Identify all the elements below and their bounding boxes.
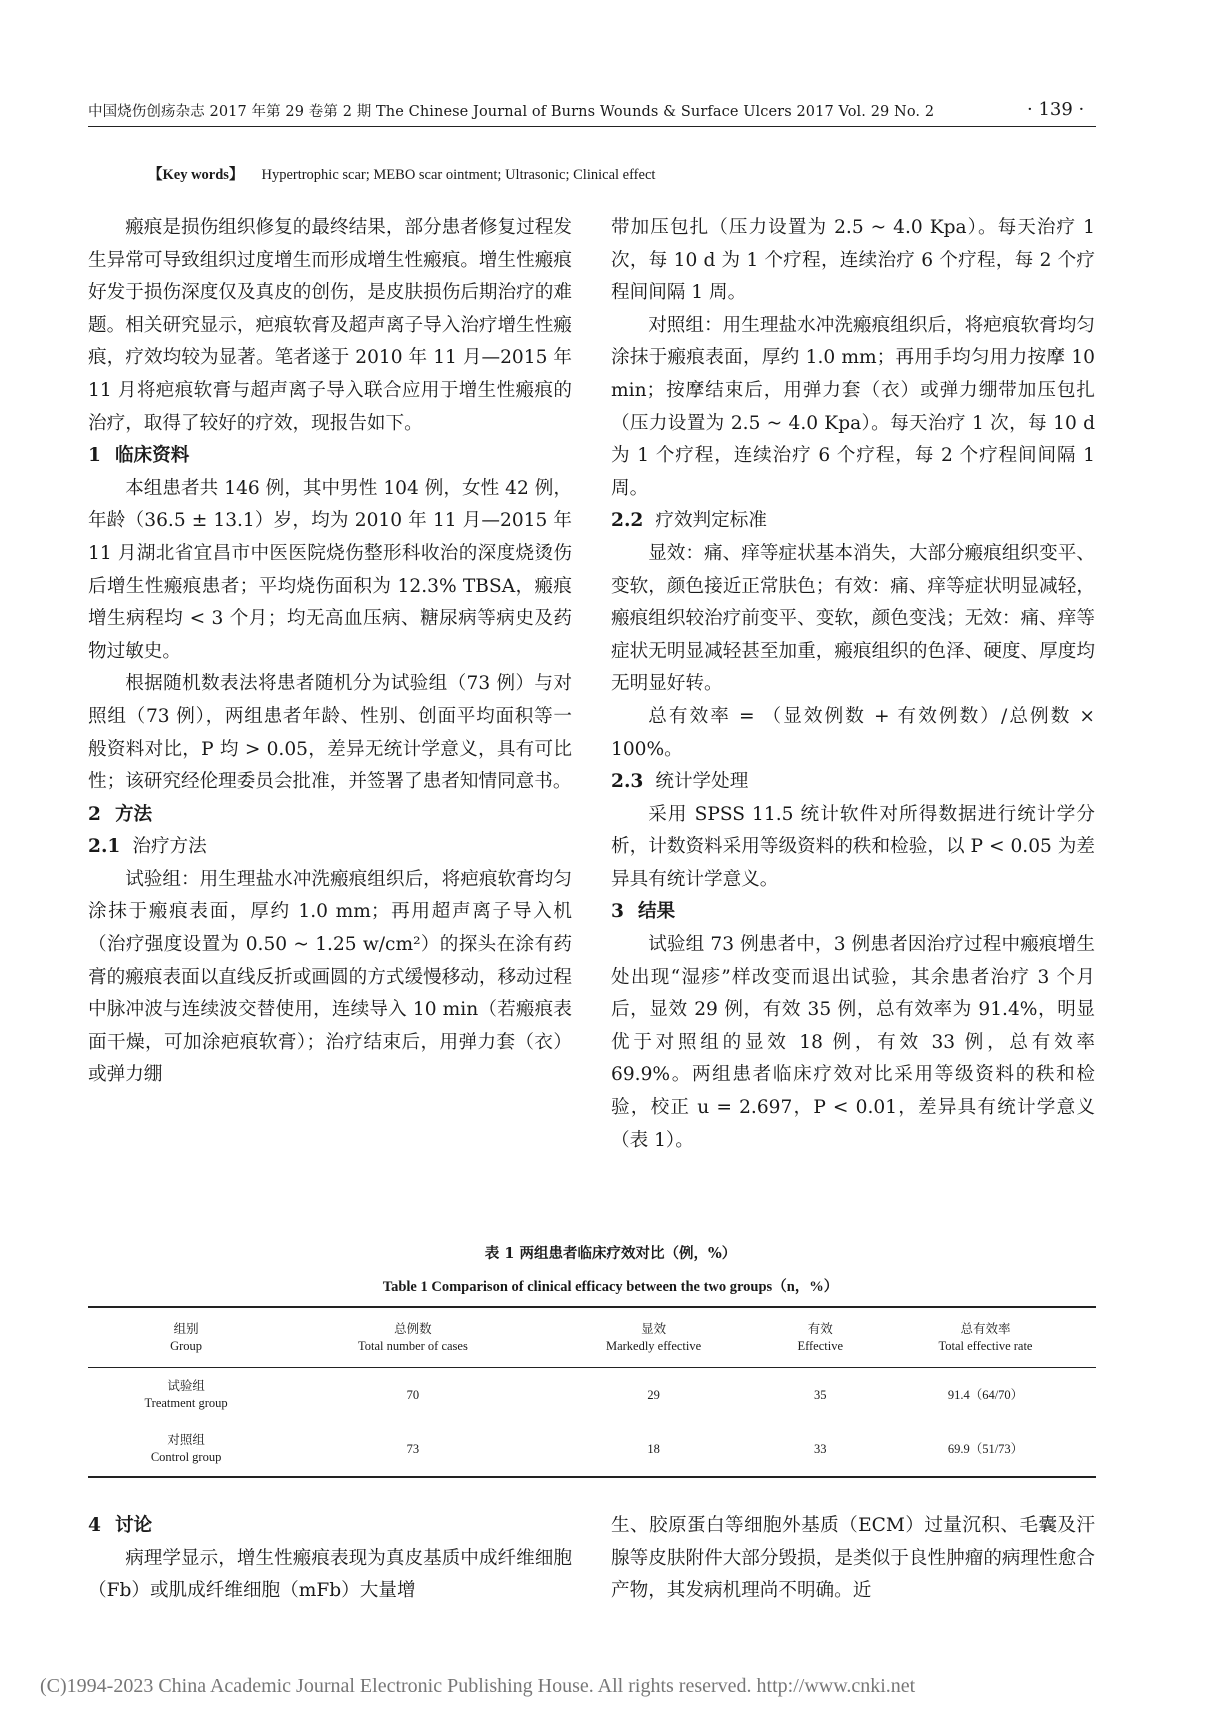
cell-marked: 18	[647, 1441, 660, 1456]
cell-total: 73	[406, 1441, 420, 1456]
section-number: 2	[88, 803, 101, 825]
paragraph: 采用 SPSS 11.5 统计软件对所得数据进行统计学分析，计数资料采用等级资料的秩和检验，以 P < 0.05 为差异具有统计学意义。	[611, 803, 1095, 890]
subsection-2-2-heading	[611, 505, 1095, 538]
cell-group: 对照组 Control group	[150, 1433, 222, 1464]
paragraph-continued: 生、胶原蛋白等细胞外基质（ECM）过量沉积、毛囊及汗腺等皮肤附件大部分毁损，是类似于良性肿瘤的病理性愈合产物，其发病机理尚不明确。近	[611, 1515, 1095, 1602]
section-4-left	[88, 1510, 572, 1608]
subsection-2-3-heading	[611, 766, 1095, 799]
table-caption-en: Table 1 Comparison of clinical efficacy between the two groups（n，%）	[382, 1279, 839, 1295]
efficacy-table	[88, 1306, 1096, 1478]
right-column	[611, 212, 1095, 1157]
subsection-title: 疗效判定标准	[655, 510, 767, 532]
cell-rate: 69.9（51/73）	[947, 1441, 1024, 1456]
running-header: 中国烧伤创疡杂志 2017 年第 29 卷第 2 期 The Chinese Journal of Burns Wounds & Surface Ulcers 2017 Vol. 29 No. 2	[88, 104, 935, 120]
cell-total: 70	[406, 1387, 420, 1402]
subsection-title: 统计学处理	[655, 771, 749, 793]
keywords-text: Hypertrophic scar; MEBO scar ointment; Ultrasonic; Clinical effect	[261, 167, 656, 183]
table-header-row	[88, 1307, 1096, 1368]
section-3-heading	[611, 896, 1095, 929]
paragraph: 试验组：用生理盐水冲洗瘢痕组织后，将疤痕软膏均匀涂抹于瘢痕表面，厚约 1.0 mm；再用超声离子导入机（治疗强度设置为 0.50 ~ 1.25 w/cm²）的探头在涂有药膏的瘢痕表面以直线反折或画圆的方式缓慢移动，移动过程中脉冲波与连续波交替使用，连续导入 10 min（若瘢痕表面干燥，可加涂疤痕软膏）；治疗结束后，用弹力套（衣）或弹力绷	[88, 868, 572, 1086]
header-total: 总例数 Total number of cases	[357, 1321, 468, 1353]
section-number: 4	[88, 1515, 101, 1536]
section-title: 结果	[637, 901, 676, 923]
paragraph-continued: 带加压包扎（压力设置为 2.5 ~ 4.0 Kpa）。每天治疗 1 次，每 10 d 为 1 个疗程，连续治疗 6 个疗程，每 2 个疗程间间隔 1 周。	[611, 217, 1095, 304]
table-caption-cn: 表 1 两组患者临床疗效对比（例，%）	[484, 1245, 737, 1262]
copyright-footer: (C)1994-2023 China Academic Journal Electronic Publishing House. All rights reserved. http://www.cnki.net	[40, 1675, 916, 1697]
cell-marked: 29	[647, 1387, 660, 1402]
header-group: 组别 Group	[170, 1321, 203, 1353]
section-title: 临床资料	[114, 445, 190, 467]
cell-effective: 33	[813, 1441, 827, 1456]
section-1-heading	[88, 440, 572, 473]
table-row	[88, 1422, 1096, 1477]
cell-group: 试验组 Treatment group	[144, 1379, 228, 1410]
cell-effective: 35	[813, 1387, 827, 1402]
paragraph: 显效：痛、痒等症状基本消失，大部分瘢痕组织变平、变软，颜色接近正常肤色；有效：痛、痒等症状明显减轻，瘢痕组织较治疗前变平、变软，颜色变浅；无效：痛、痒等症状无明显减轻甚至加重，瘢痕组织的色泽、硬度、厚度均无明显好转。	[611, 542, 1095, 695]
section-number: 1	[88, 445, 101, 467]
subsection-2-1-heading	[88, 831, 572, 864]
paragraph: 本组患者共 146 例，其中男性 104 例，女性 42 例，年龄（36.5 ± 13.1）岁，均为 2010 年 11 月—2015 年 11 月湖北省宜昌市中医医院烧伤整形科收治的深度烧烫伤后增生性瘢痕患者；平均烧伤面积为 12.3% TBSA，瘢痕增生病程均 < 3 个月；均无高血压病、糖尿病等病史及药物过敏史。	[88, 477, 572, 662]
paragraph: 总有效率 = （显效例数 + 有效例数）/总例数 × 100%。	[611, 705, 1095, 760]
header-rate: 总有效率 Total effective rate	[938, 1321, 1033, 1353]
section-2-heading	[88, 799, 572, 832]
paragraph: 病理学显示，增生性瘢痕表现为真皮基质中成纤维细胞（Fb）或肌成纤维细胞（mFb）大量增	[88, 1547, 572, 1602]
keywords-label: 【Key words】	[148, 167, 244, 183]
paragraph: 根据随机数表法将患者随机分为试验组（73 例）与对照组（73 例），两组患者年龄、性别、创面平均面积等一般资料对比，P 均 > 0.05，差异无统计学意义，具有可比性；该研究经伦理委员会批准，并签署了患者知情同意书。	[88, 673, 572, 793]
section-title: 方法	[114, 803, 153, 825]
intro-paragraph: 瘢痕是损伤组织修复的最终结果，部分患者修复过程发生异常可导致组织过度增生而形成增生性瘢痕。增生性瘢痕好发于损伤深度仅及真皮的创伤，是皮肤损伤后期治疗的难题。相关研究显示，疤痕软膏及超声离子导入治疗增生性瘢痕，疗效均较为显著。笔者遂于 2010 年 11 月—2015 年 11 月将疤痕软膏与超声离子导入联合应用于增生性瘢痕的治疗，取得了较好的疗效，现报告如下。	[88, 217, 572, 434]
section-number: 3	[611, 901, 624, 923]
paragraph: 对照组：用生理盐水冲洗瘢痕组织后，将疤痕软膏均匀涂抹于瘢痕表面，厚约 1.0 mm；再用手均匀用力按摩 10 min；按摩结束后，用弹力套（衣）或弹力绷带加压包扎（压力设置为 2.5 ~ 4.0 Kpa）。每天治疗 1 次，每 10 d 为 1 个疗程，连续治疗 6 个疗程，每 2 个疗程间间隔 1 周。	[611, 314, 1095, 499]
page-number: · 139 ·	[1027, 99, 1085, 120]
subsection-number: 2.2	[611, 510, 644, 532]
header-rule	[88, 126, 1096, 127]
paragraph: 试验组 73 例患者中，3 例患者因治疗过程中瘢痕增生处出现“湿疹”样改变而退出试验，其余患者治疗 3 个月后，显效 29 例，有效 35 例，总有效率为 91.4%，明显优于对照组的显效 18 例，有效 33 例，总有效率 69.9%。两组患者临床疗效对比采用等级资料的秩和检验，校正 u = 2.697，P < 0.01，差异具有统计学意义（表 1）。	[611, 934, 1095, 1151]
cell-rate: 91.4（64/70）	[947, 1387, 1024, 1402]
section-4-heading	[88, 1510, 572, 1543]
left-column	[88, 212, 572, 1092]
subsection-title: 治疗方法	[132, 836, 207, 858]
keywords-line	[148, 163, 655, 184]
header-effective: 有效 Effective	[797, 1321, 844, 1353]
subsection-number: 2.1	[88, 836, 121, 858]
subsection-number: 2.3	[611, 771, 644, 793]
section-4-right	[611, 1510, 1095, 1608]
header-marked: 显效 Markedly effective	[605, 1321, 702, 1353]
table-row	[88, 1368, 1096, 1423]
section-title: 讨论	[114, 1515, 153, 1536]
